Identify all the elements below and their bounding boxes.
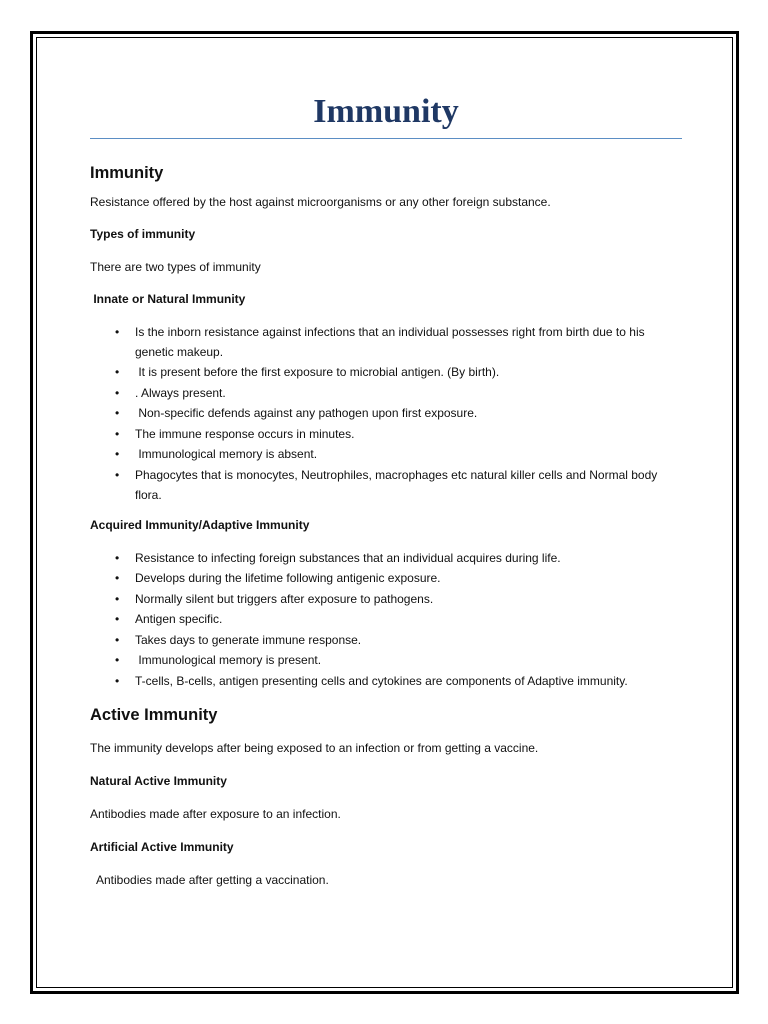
natural-active-text: Antibodies made after exposure to an infection. xyxy=(90,807,341,821)
document-body xyxy=(90,90,682,888)
list-item: • T-cells, B-cells, antigen presenting cells and cytokines are components of Adaptive immunity. xyxy=(90,671,682,692)
heading-acquired-immunity: Acquired Immunity/Adaptive Immunity xyxy=(90,517,310,532)
active-immunity-description: The immunity develops after being exposed to an infection or from getting a vaccine. xyxy=(90,741,539,755)
artificial-active-text: Antibodies made after getting a vaccination. xyxy=(90,873,329,887)
document-title: Immunity xyxy=(90,90,682,139)
bullet-icon: • xyxy=(115,467,120,482)
bullet-icon: • xyxy=(115,612,120,626)
heading-innate-immunity: Innate or Natural Immunity xyxy=(90,292,246,306)
bullet-icon: • xyxy=(115,406,120,420)
list-item: • Normally silent but triggers after exposure to pathogens. xyxy=(90,589,682,610)
types-intro: There are two types of immunity xyxy=(90,260,261,274)
bullet-icon: • xyxy=(115,426,120,441)
list-item: • Resistance to infecting foreign substances that an individual acquires during life. xyxy=(90,548,682,569)
bullet-icon: • xyxy=(115,673,120,688)
list-item: • Takes days to generate immune response. xyxy=(90,630,682,651)
heading-immunity: Immunity xyxy=(90,164,164,182)
bullet-icon: • xyxy=(115,325,120,339)
bullet-icon: • xyxy=(115,550,120,565)
bullet-icon: • xyxy=(115,365,120,379)
list-item: • The immune response occurs in minutes. xyxy=(90,424,682,445)
bullet-icon: • xyxy=(115,632,120,647)
bullet-icon: • xyxy=(115,591,120,606)
bullet-icon: • xyxy=(115,385,120,400)
bullet-icon: • xyxy=(115,653,120,667)
acquired-list xyxy=(90,548,682,692)
heading-natural-active-immunity: Natural Active Immunity xyxy=(90,774,227,788)
innate-list xyxy=(90,322,682,505)
list-item: • . Always present. xyxy=(90,383,682,404)
list-item: • Non-specific defends against any pathogen upon first exposure. xyxy=(90,403,682,424)
heading-types-of-immunity: Types of immunity xyxy=(90,227,196,241)
bullet-icon: • xyxy=(115,447,120,461)
heading-artificial-active-immunity: Artificial Active Immunity xyxy=(90,840,234,854)
list-item: • Is the inborn resistance against infections that an individual possesses right from birth due to his genetic makeup. xyxy=(90,322,682,362)
list-item: • Immunological memory is absent. xyxy=(90,444,682,465)
list-item: • Immunological memory is present. xyxy=(90,650,682,671)
list-item: • Antigen specific. xyxy=(90,609,682,630)
list-item: • It is present before the first exposure to microbial antigen. (By birth). xyxy=(90,362,682,383)
list-item: • Develops during the lifetime following antigenic exposure. xyxy=(90,568,682,589)
immunity-definition: Resistance offered by the host against microorganisms or any other foreign substance. xyxy=(90,195,551,209)
heading-active-immunity: Active Immunity xyxy=(90,706,218,724)
bullet-icon: • xyxy=(115,571,120,585)
list-item: • Phagocytes that is monocytes, Neutrophiles, macrophages etc natural killer cells and Normal body flora. xyxy=(90,465,682,505)
